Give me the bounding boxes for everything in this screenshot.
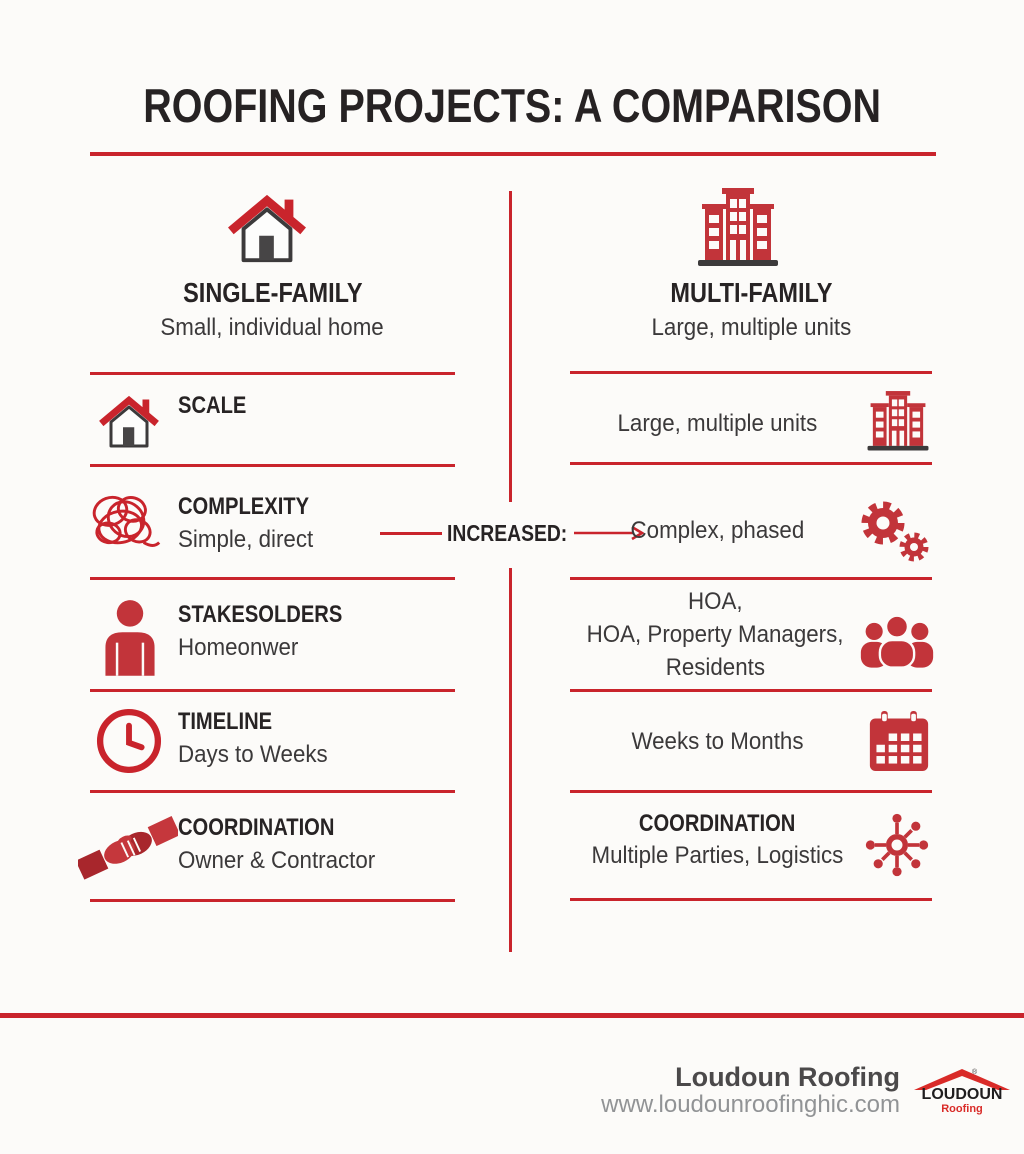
- left-divider: [90, 577, 455, 580]
- page-title: [0, 79, 1024, 132]
- row-complexity-left-value: Simple, direct: [178, 526, 314, 553]
- left-divider: [90, 689, 455, 692]
- network-icon: [864, 812, 930, 878]
- building-icon: [866, 388, 930, 452]
- footer-website: www.loudounroofinghic.com: [601, 1091, 900, 1118]
- page-title-text: ROOFING PROJECTS: A COMPARISON: [143, 79, 881, 132]
- footer-company-name: Loudoun Roofing: [675, 1062, 900, 1092]
- row-coordination-right-label: COORDINATION: [638, 810, 796, 837]
- handshake-icon: [78, 810, 178, 880]
- center-divider-top: [509, 191, 512, 502]
- right-divider: [570, 462, 932, 465]
- row-stakeholders-left-value: Homeonwer: [178, 634, 299, 661]
- increased-label: INCREASED:: [447, 520, 568, 546]
- row-coordination-label: COORDINATION: [178, 814, 335, 841]
- single-family-subheading: Small, individual home: [160, 314, 385, 341]
- calendar-icon: [868, 708, 930, 774]
- right-divider: [570, 689, 932, 692]
- multi-family-heading: MULTI-FAMILY: [669, 277, 833, 308]
- logo-registered-mark: ®: [972, 1069, 978, 1076]
- increased-leader-line: [380, 532, 442, 535]
- left-divider: [90, 464, 455, 467]
- row-stakeholders-label: STAKESOLDERS: [178, 601, 343, 628]
- person-icon: [96, 598, 164, 676]
- gears-icon: [854, 496, 936, 568]
- row-scale-right-value: Large, multiple units: [617, 410, 817, 437]
- center-divider-bottom: [509, 568, 512, 952]
- logo-company-text: LOUDOUN: [921, 1086, 1003, 1103]
- people-group-icon: [858, 612, 936, 668]
- right-divider: [570, 790, 932, 793]
- left-divider: [90, 899, 455, 902]
- right-divider: [570, 371, 932, 374]
- row-timeline-right-value: Weeks to Months: [630, 728, 804, 755]
- right-divider: [570, 577, 932, 580]
- title-divider: [90, 152, 936, 156]
- left-divider: [90, 790, 455, 793]
- row-stakeholders-right-value: HOA, HOA, Property Managers, Residents: [586, 588, 844, 681]
- building-icon: [696, 184, 780, 268]
- row-complexity-right-value: Complex, phased: [630, 517, 804, 544]
- row-coordination-left-value: Owner & Contractor: [178, 847, 376, 874]
- single-family-heading: SINGLE-FAMILY: [182, 277, 363, 308]
- footer-divider: [0, 1013, 1024, 1018]
- row-timeline-left-value: Days to Weeks: [178, 741, 328, 768]
- scribble-icon: [80, 486, 176, 564]
- loudoun-roofing-logo: [912, 1064, 1012, 1116]
- row-scale-label: SCALE: [178, 392, 247, 419]
- clock-icon: [92, 704, 166, 778]
- left-divider: [90, 372, 455, 375]
- right-divider: [570, 898, 932, 901]
- row-complexity-label: COMPLEXITY: [178, 493, 310, 520]
- logo-roofing-text: Roofing: [941, 1103, 983, 1115]
- multi-family-subheading: Large, multiple units: [651, 314, 851, 341]
- house-icon: [96, 388, 162, 450]
- house-icon: [224, 184, 310, 266]
- row-coordination-right-value: Multiple Parties, Logistics: [591, 842, 843, 869]
- row-timeline-label: TIMELINE: [178, 708, 273, 735]
